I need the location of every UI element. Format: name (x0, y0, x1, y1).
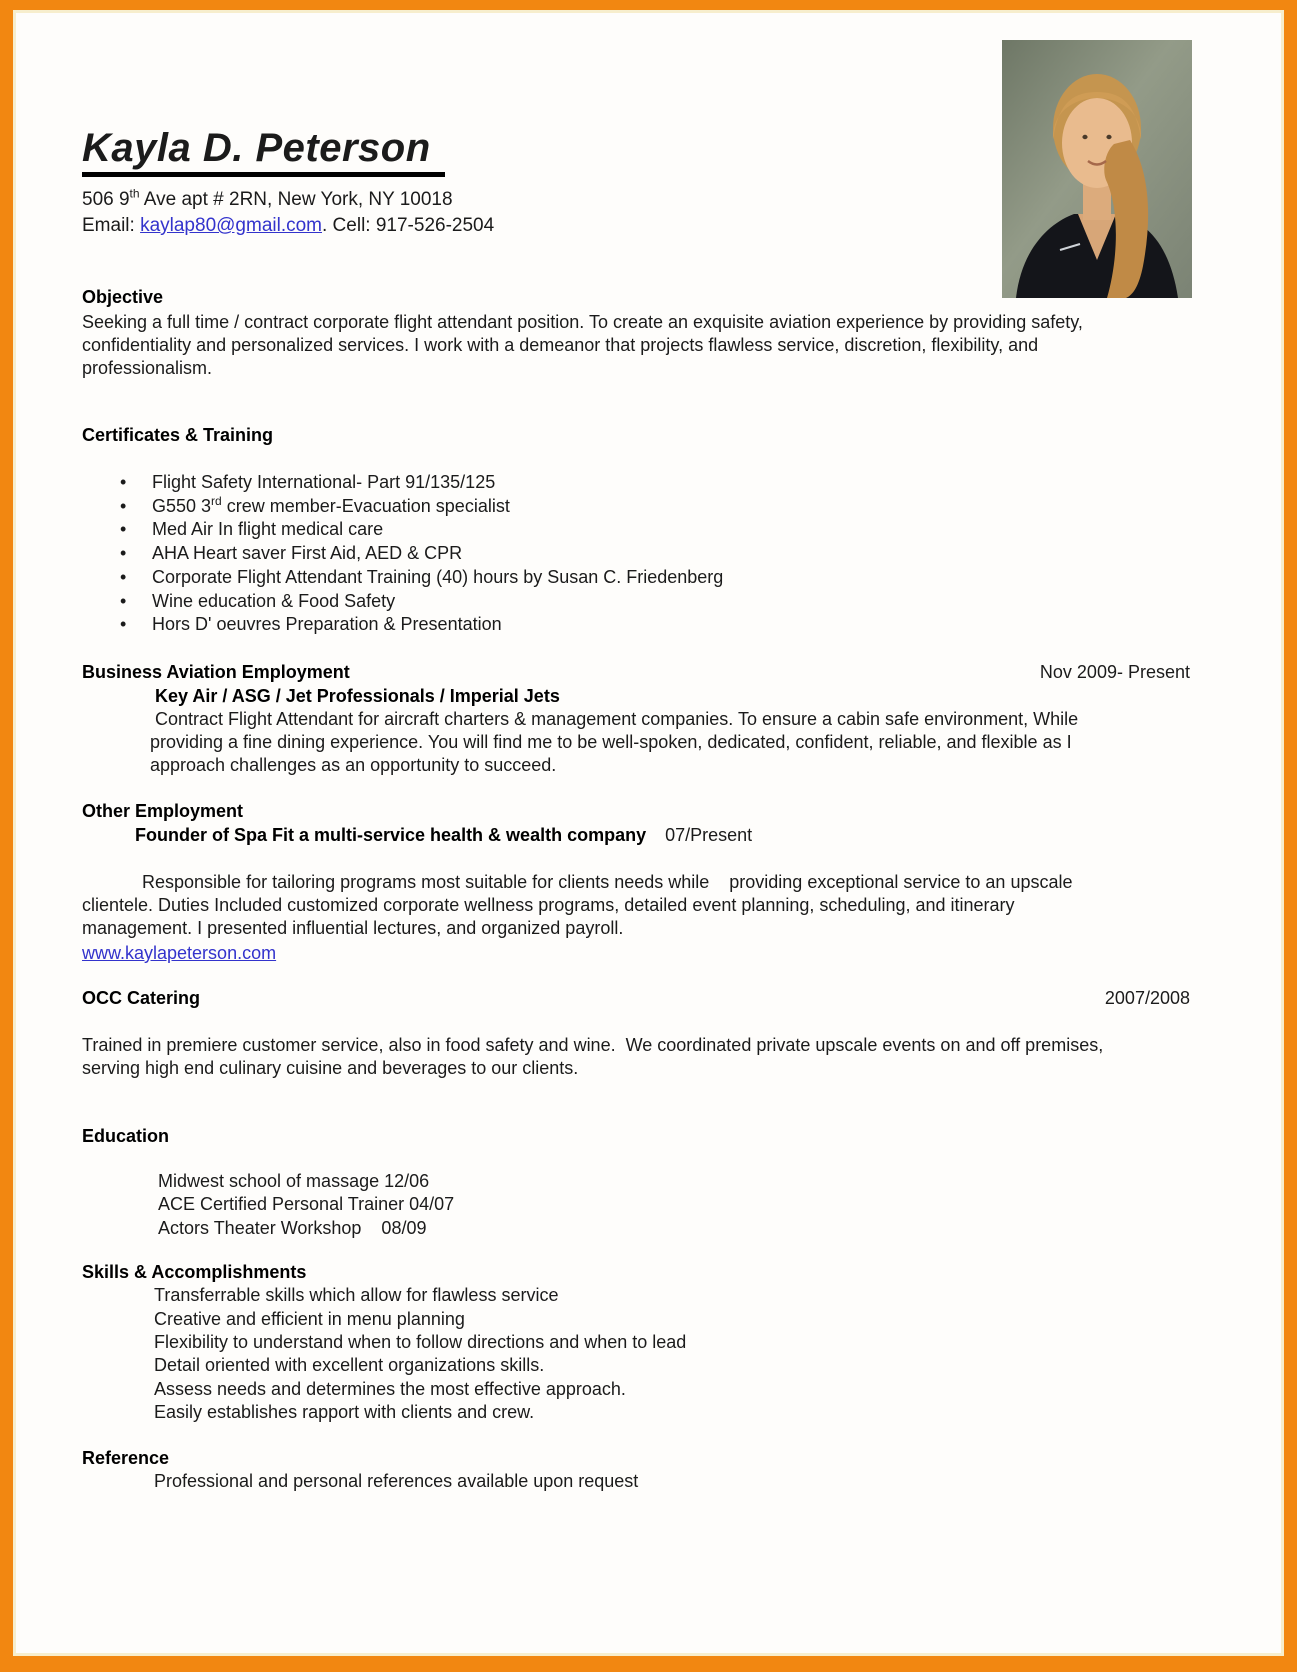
business-employment-date: Nov 2009- Present (1039, 661, 1190, 682)
website-line (82, 942, 1190, 965)
list-item: Transferrable skills which allow for flawless service (154, 1285, 559, 1306)
occ-date: 2007/2008 (1104, 987, 1190, 1008)
resume-sheet (13, 10, 1284, 1656)
list-item: • Flight Safety International- Part 91/135/125 (120, 471, 1190, 495)
business-employment-subheading: Key Air / ASG / Jet Professionals / Imperial Jets (155, 685, 560, 706)
section-other-employment (82, 800, 1190, 965)
list-item: • Hors D' oeuvres Preparation & Presentation (120, 613, 1190, 637)
education-heading: Education (82, 1125, 170, 1146)
list-item: • AHA Heart saver First Aid, AED & CPR (120, 542, 1190, 566)
other-employment-heading: Other Employment (82, 800, 244, 821)
other-employment-body: Responsible for tailoring programs most suitable for clients needs while providing exceptional service to an upscale clientele. Duties Included customized corporate wellness programs, detailed event planning, scheduling, and itinerary management. I presented influential lectures, and organized payroll. (82, 871, 1078, 938)
resume-content (16, 13, 1281, 1653)
occ-body: Trained in premiere customer service, also in food safety and wine. We coordinated private upscale events on and off premises, serving high end culinary cuisine and beverages to our clients. (82, 1034, 1109, 1078)
person-name: Kayla D. Peterson (82, 125, 1190, 177)
list-item: Detail oriented with excellent organizations skills. (154, 1355, 545, 1376)
reference-heading: Reference (82, 1448, 170, 1469)
business-employment-heading: Business Aviation Employment (82, 661, 350, 682)
skills-heading: Skills & Accomplishments (82, 1262, 307, 1283)
section-objective (82, 286, 1190, 380)
list-item: Midwest school of massage 12/06 (158, 1170, 430, 1191)
list-item: • G550 3rd crew member-Evacuation specialist (120, 495, 1190, 519)
section-occ-catering (82, 987, 1190, 1080)
section-education (82, 1125, 1190, 1241)
address-superscript: th (129, 186, 140, 201)
email-link[interactable]: kaylap80@gmail.com (140, 215, 322, 236)
other-employment-subheading-line (135, 824, 1190, 847)
objective-heading: Objective (82, 287, 164, 307)
certificates-list (82, 471, 1190, 637)
reference-body: Professional and personal references available upon request (154, 1471, 639, 1492)
address-line: 506 9th Ave apt # 2RN, New York, NY 10018 (82, 186, 453, 210)
education-items (158, 1170, 1190, 1241)
occ-header-row (82, 987, 1190, 1010)
business-employment-header-row (82, 661, 1190, 684)
list-item: Flexibility to understand when to follow directions and when to lead (154, 1332, 687, 1353)
website-link[interactable]: www.kaylapeterson.com (82, 942, 277, 963)
business-employment-body: Contract Flight Attendant for aircraft charters & management companies. To ensure a cabin safe environment, While providing a fine dining experience. You will find me to be well-spoken, dedicated, confident, reliable, and flexible as I approach challenges as an opportunity to succeed. (150, 708, 1084, 775)
other-employment-subheading: Founder of Spa Fit a multi-service health & wealth company (135, 824, 647, 845)
section-reference (82, 1447, 1190, 1493)
list-item: • Med Air In flight medical care (120, 518, 1190, 542)
portrait-photo (1002, 40, 1192, 298)
occ-heading: OCC Catering (82, 987, 201, 1008)
list-item: Easily establishes rapport with clients and crew. (154, 1401, 535, 1422)
list-item: • Corporate Flight Attendant Training (40) hours by Susan C. Friedenberg (120, 566, 1190, 590)
list-item: Creative and efficient in menu planning (154, 1308, 465, 1329)
section-certificates (82, 424, 1190, 637)
section-skills (82, 1261, 1190, 1424)
email-line: Email: kaylap80@gmail.com. Cell: 917-526-2504 (82, 215, 495, 236)
certificates-heading: Certificates & Training (82, 425, 274, 445)
skills-items (154, 1284, 1190, 1424)
objective-body: Seeking a full time / contract corporate flight attendant position. To create an exquisite aviation experience by providing safety, confidentiality and personalized services. I work with a demeanor that projects flawless service, discretion, flexibility, and professionalism. (82, 312, 1088, 378)
list-item: Actors Theater Workshop 08/09 (158, 1217, 427, 1238)
list-item: Assess needs and determines the most effective approach. (154, 1378, 626, 1399)
other-employment-date: 07/Present (665, 824, 753, 845)
section-business-aviation-employment (82, 661, 1190, 777)
list-item: • Wine education & Food Safety (120, 590, 1190, 614)
list-item: ACE Certified Personal Trainer 04/07 (158, 1194, 455, 1215)
